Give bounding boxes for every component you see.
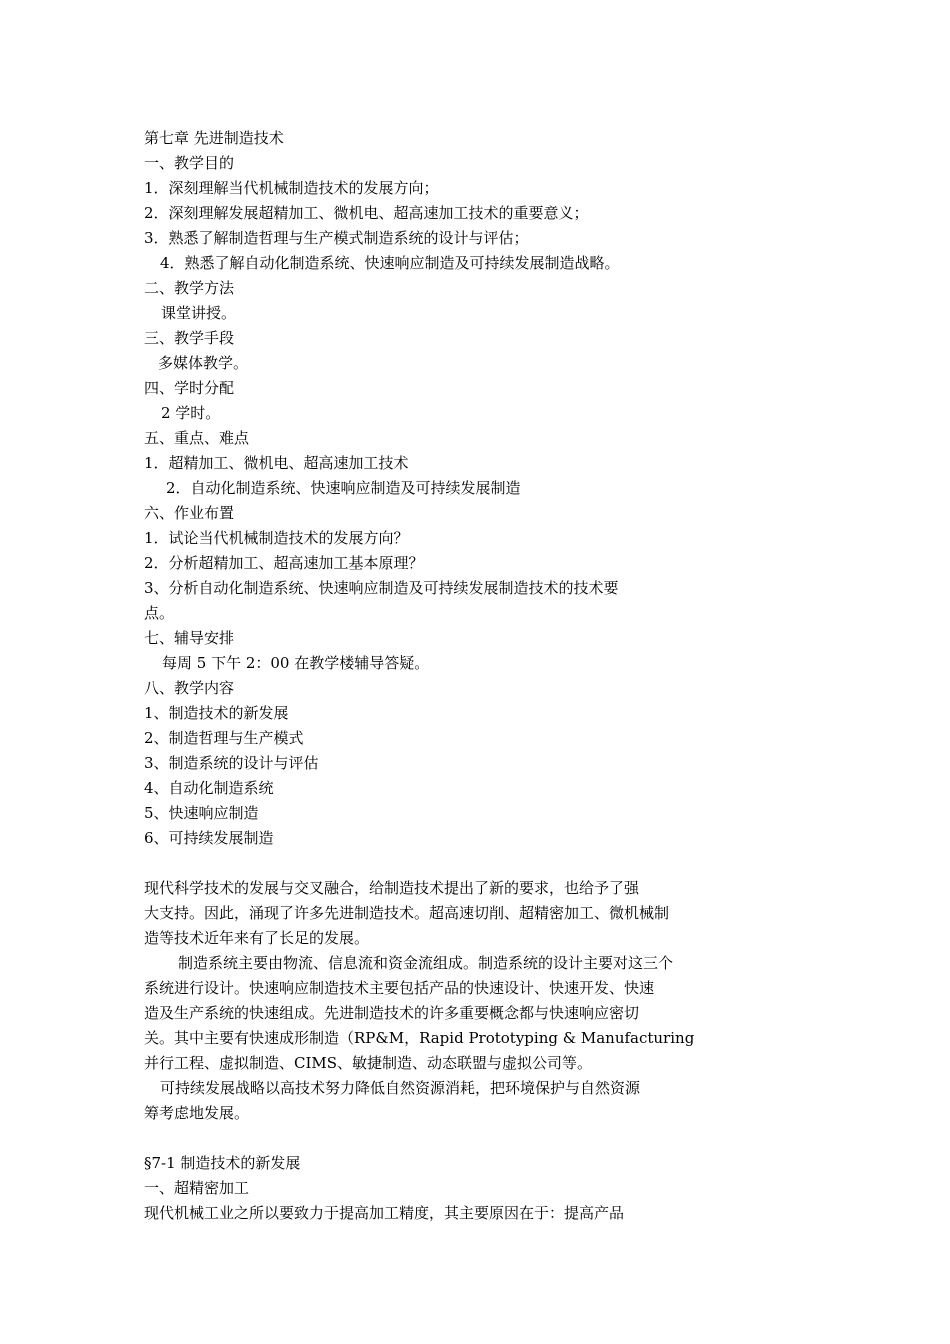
list-item: 1．深刻理解当代机械制造技术的发展方向；: [144, 179, 439, 197]
list-item: 1、制造技术的新发展: [144, 704, 289, 722]
list-item: 4、自动化制造系统: [144, 779, 274, 797]
section-heading: 四、学时分配: [144, 379, 235, 397]
list-item: 3．熟悉了解制造哲理与生产模式制造系统的设计与评估；: [144, 229, 529, 247]
paragraph-line: 可持续发展战略以高技术努力降低自然资源消耗，把环境保护与自然资源: [160, 1079, 641, 1097]
list-item: 6、可持续发展制造: [144, 829, 274, 847]
paragraph-line: 现代机械工业之所以要致力于提高加工精度，其主要原因在于：提高产品: [144, 1204, 625, 1222]
paragraph-line: 点。: [144, 604, 175, 622]
section-heading: 八、教学内容: [144, 679, 235, 697]
section-heading: 六、作业布置: [144, 504, 235, 522]
paragraph-line: 课堂讲授。: [161, 304, 237, 322]
list-item: 4．熟悉了解自动化制造系统、快速响应制造及可持续发展制造战略。: [160, 254, 620, 272]
list-item: 2．分析超精加工、超高速加工基本原理？: [144, 554, 424, 572]
paragraph-line: 关。其中主要有快速成形制造（RP&M，Rapid Prototyping & Manufacturing: [144, 1029, 695, 1047]
paragraph-line: 筹考虑地发展。: [144, 1104, 250, 1122]
list-item: 2．自动化制造系统、快速响应制造及可持续发展制造: [166, 479, 521, 497]
paragraph-line: 现代科学技术的发展与交叉融合，给制造技术提出了新的要求，也给予了强: [144, 879, 640, 897]
chapter-title: 第七章 先进制造技术: [144, 129, 284, 147]
list-item: 2、制造哲理与生产模式: [144, 729, 304, 747]
section-heading: 七、辅导安排: [144, 629, 235, 647]
list-item: 1．超精加工、微机电、超高速加工技术: [144, 454, 409, 472]
paragraph-line: 系统进行设计。快速响应制造技术主要包括产品的快速设计、快速开发、快速: [144, 979, 655, 997]
paragraph-line: 多媒体教学。: [158, 354, 249, 372]
list-item: 5、快速响应制造: [144, 804, 259, 822]
section-heading: 二、教学方法: [144, 279, 235, 297]
section-heading: 一、教学目的: [144, 154, 235, 172]
list-item: 1．试论当代机械制造技术的发展方向？: [144, 529, 409, 547]
section-title: §7-1 制造技术的新发展: [144, 1154, 301, 1172]
paragraph-line: 造及生产系统的快速组成。先进制造技术的许多重要概念都与快速响应密切: [144, 1004, 640, 1022]
list-item: 2．深刻理解发展超精加工、微机电、超高速加工技术的重要意义；: [144, 204, 589, 222]
paragraph-line: 2 学时。: [161, 404, 221, 422]
list-item: 3、分析自动化制造系统、快速响应制造及可持续发展制造技术的技术要: [144, 579, 619, 597]
section-heading: 三、教学手段: [144, 329, 235, 347]
paragraph-line: 制造系统主要由物流、信息流和资金流组成。制造系统的设计主要对这三个: [178, 954, 674, 972]
paragraph-line: 并行工程、虚拟制造、CIMS、敏捷制造、动态联盟与虚拟公司等。: [144, 1054, 593, 1072]
paragraph-line: 每周 5 下午 2：00 在教学楼辅导答疑。: [162, 654, 430, 672]
paragraph-line: 造等技术近年来有了长足的发展。: [144, 929, 370, 947]
section-heading: 一、超精密加工: [144, 1179, 250, 1197]
list-item: 3、制造系统的设计与评估: [144, 754, 319, 772]
paragraph-line: 大支持。因此，涌现了许多先进制造技术。超高速切削、超精密加工、微机械制: [144, 904, 670, 922]
section-heading: 五、重点、难点: [144, 429, 250, 447]
